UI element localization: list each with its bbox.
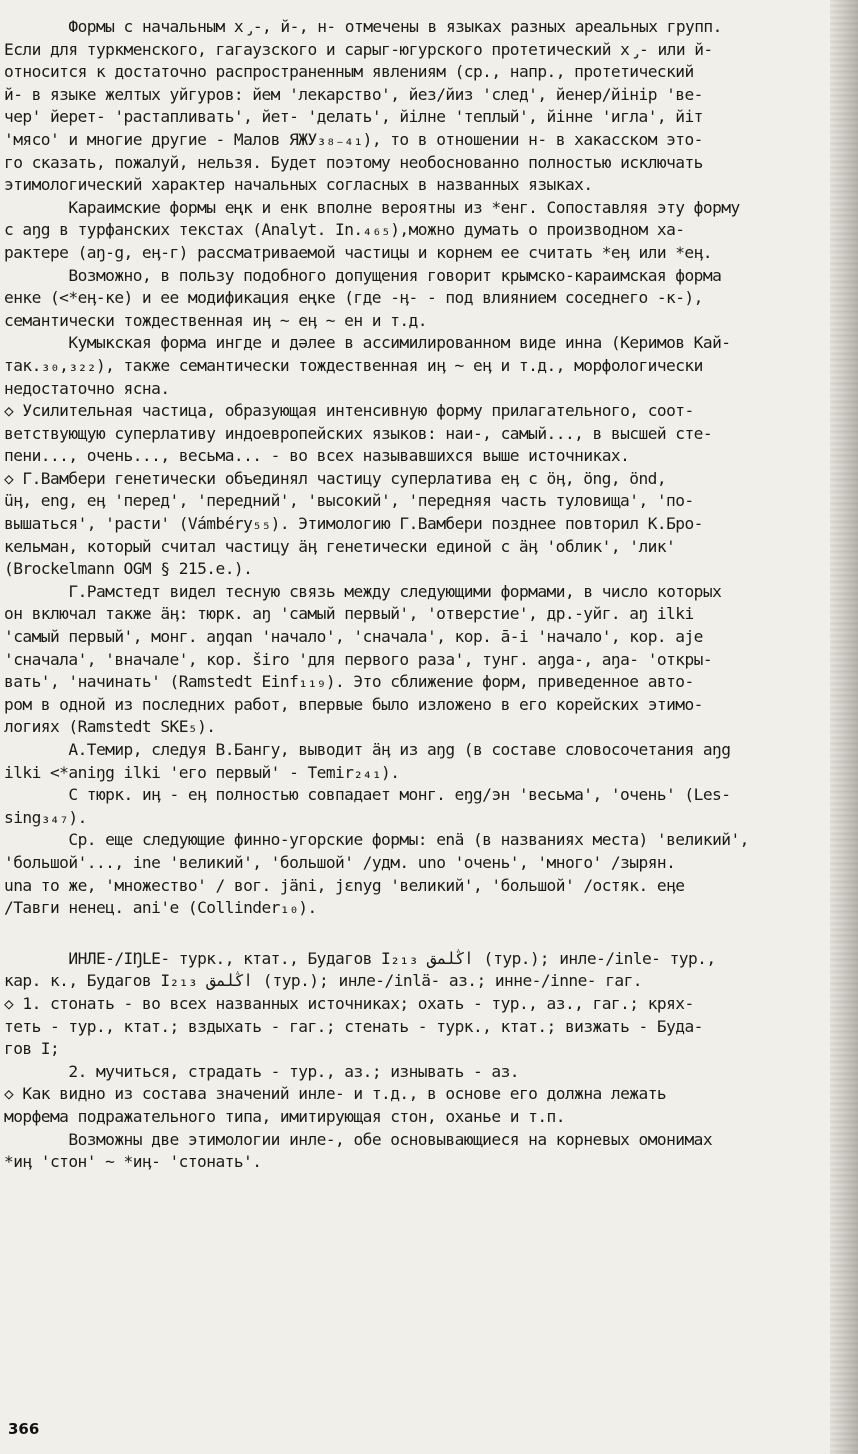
page-number: 366 bbox=[8, 1420, 40, 1438]
paragraph-ramstedt: Г.Рамстедт видел тесную связь между следующими формами, в число которых он включал также äӊ: тюрк. aŋ 'самый первый', 'отверстие', др.-уйг. aŋ ilki 'самый первый', монг. aŋqan 'начало', 'сначала', кор. ā-i 'начало', кор. aje 'сначала', 'вначале', кор. širo 'для первого раза', тунг. aŋga-, aŋa- 'откры- вать', 'начинать' (Ramstedt Einf₁₁₉). Это сближение форм, приведенное авто- ром в одной из последних работ, впервые было изложено в его корейских этимо- логиях (Ramstedt SKE₅). bbox=[4, 581, 722, 737]
entry-inle-note: ◇ Как видно из состава значений инле- и т.д., в основе его должна лежать морфема подражательного типа, имитирующая стон, оханье и т.п. bbox=[4, 1084, 667, 1126]
paragraph-vambery: ◇ Г.Вамбери генетически объединял частицу суперлатива еӊ с öӊ, öng, önd, üӊ, eng, eӊ 'перед', 'передний', 'высокий', 'передняя часть туловища', 'по- вышаться', 'расти' (Vámbéry₅₅). Этимологию Г.Вамбери позднее повторил К.Бро- кельман, который считал частицу äӊ генетически единой с äӊ 'облик', 'лик' (Brockelmann OGM § 215.е.). bbox=[4, 468, 703, 579]
entry-inle-meaning-2: 2. мучиться, страдать - тур., аз.; изнывать - аз. bbox=[4, 1061, 519, 1081]
paragraph-initial-forms: Формы с начальным х̡-, й-, н- отмечены в языках разных ареальных групп. Если для туркменского, гагаузского и сарыг-югурского протетический х̡- или й- относится к достаточно распространенным явлениям (ср., напр., протетический й- в языке желтых уйгуров: йем 'лекарство', йез/йиз 'след', йенер/йінір 'ве- чер' йерет- 'растапливать', йет- 'делать', йілне 'теплый', йінне 'игла', йіт 'мясо' и многие другие - Малов ЯЖУ₃₈₋₄₁), то в отношении н- в хакасском это- го сказать, пожалуй, нельзя. Будет поэтому необоснованно полностью исключать этимологический характер начальных согласных в названных языках. bbox=[4, 17, 722, 195]
paragraph-finno-ugric: Ср. еще следующие финно-угорские формы: enä (в названиях места) 'великий', 'большой'..., ine 'великий', 'большой' /удм. uno 'очень', 'много' /зырян. una то же, 'множество' / вог. jäni, jεnyg 'великий', 'большой' /остяк. eӊe /Тавги ненец. ani'e (Collinder₁₀). bbox=[4, 830, 749, 918]
paragraph-karaim-forms: Караимские формы еңк и енк вполне вероятны из *енг. Сопоставляя эту форму с aŋg в турфанских текстах (Analyt. In.₄₆₅),можно думать о производном ха- рактере (aŋ-g, еӊ-г) рассматриваемой частицы и корнем ее считать *еӊ или *еӊ. bbox=[4, 197, 740, 262]
entry-separator bbox=[4, 920, 838, 948]
paragraph-intensifier-meaning: ◇ Усилительная частица, образующая интенсивную форму прилагательного, соот- ветствующую суперлативу индоевропейских языков: наи-, самый..., в высшей сте- пени..., очень..., весьма... - во всех называвшихся выше источниках. bbox=[4, 401, 713, 466]
paragraph-kumyk-form: Кумыкская форма ингде и дәлее в ассимилированном виде инна (Керимов Кай- так.₃₀,₃₂₂), также семантически тождественная иӊ ~ еӊ и т.д., морфологически недостаточно ясна. bbox=[4, 333, 731, 398]
entry-inle-headword: ИНЛЕ-/IŊLE- турк., ктат., Будагов I₂₁₃ اڭلمق (тур.); инле-/inle- тур., кар. к., Будагов I₂₁₃ اڭلمق (тур.); инле-/inlä- аз.; инне-/inne- гаг. ◇ 1. стонать - во всех названных источниках; охать - тур., аз., гаг.; крях- теть - тур., ктат.; вздыхать - гаг.; стенать - турк., ктат.; визжать - Буда- гов I; bbox=[4, 948, 716, 1059]
entry-inle-etymology: Возможны две этимологии инле-, обе основывающиеся на корневых омонимах *иӊ 'стон' ~ *иӊ- 'стонать'. bbox=[4, 1129, 713, 1172]
paragraph-lessing: С тюрк. иӊ - еӊ полностью совпадает монг. eŋg/эн 'весьма', 'очень' (Les- sing₃₄₇). bbox=[4, 785, 731, 827]
paragraph-temir: А.Темир, следуя В.Бангу, выводит äӊ из aŋg (в составе словосочетания aŋg ilki <*aniŋg ilki 'его первый' - Temir₂₄₁). bbox=[4, 740, 731, 782]
paragraph-crimean-karaim: Возможно, в пользу подобного допущения говорит крымско-караимская форма енке (<*еӊ-ке) и ее модификация еңке (где -ӊ- - под влиянием соседнего -к-), семантически тождественная иӊ ~ еӊ ~ ен и т.д. bbox=[4, 265, 722, 330]
page-text bbox=[4, 16, 838, 1174]
